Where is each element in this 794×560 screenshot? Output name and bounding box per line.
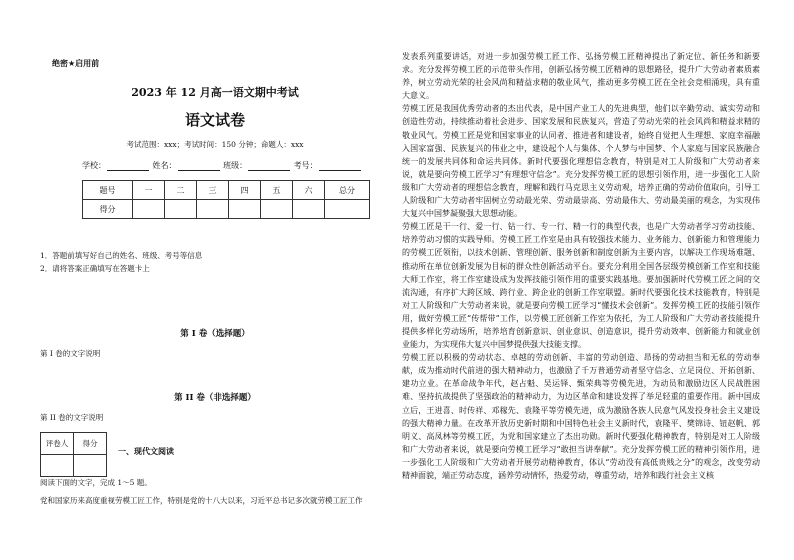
secret-mark: 绝密★启用前 — [52, 59, 100, 68]
score-header-cell: 五 — [261, 181, 293, 200]
score-cell — [261, 200, 293, 219]
score-cell — [229, 200, 261, 219]
section2-desc: 第 II 卷的文字说明 — [40, 413, 104, 422]
passage-paragraph: 发表系列重要讲话，对进一步加强劳模工匠工作、弘扬劳模工匠精神提出了新定位、新任务和新要求。充分发挥劳模工匠的示范带头作用，创新弘扬劳模工匠精神的思想路径，提升广大劳动者素质素养，树立劳动光荣的社会风尚和精益求精的敬业风气，推动更多劳模工匠在全社会竞相涌现，具有重大意义。 — [402, 52, 760, 101]
score-cell — [325, 200, 370, 219]
exam-title: 2023 年 12 月高一语文期中考试 — [131, 86, 299, 99]
score-row-label: 得分 — [83, 200, 133, 219]
grader-cell — [41, 455, 74, 477]
grader-label: 评卷人 — [41, 433, 74, 455]
score-table-header-row — [83, 181, 370, 200]
note-item: 2．请将答案正确填写在答题卡上 — [40, 264, 150, 273]
note-item: 1．答题前填写好自己的姓名、班级、考号等信息 — [40, 251, 203, 260]
score-cell — [293, 200, 325, 219]
section1-desc: 第 I 卷的文字说明 — [40, 349, 101, 358]
section2-title: 第 II 卷（非选择题） — [174, 393, 256, 403]
class-blank[interactable] — [248, 162, 290, 171]
score-header-cell: 题号 — [83, 181, 133, 200]
number-label: 考号： — [293, 161, 318, 170]
score-header-cell: 三 — [197, 181, 229, 200]
name-blank[interactable] — [178, 162, 220, 171]
score-header-cell: 二 — [165, 181, 197, 200]
exam-notes — [40, 249, 202, 275]
passage-paragraph: 劳模工匠以积极的劳动状态、卓越的劳动创新、丰富的劳动创造、昂扬的劳动担当和无私的劳动奉献，成为推动时代前进的强大精神动力，也激励了千万普通劳动者坚守信念、立足岗位、开拓创新、建功立业。在革命战争年代，赵占魁、吴运铎、甄荣典等劳模先进，为动员和激励边区人民战胜困难、坚持抗战提供了坚强政治的精神动力，为边区革命和建设发挥了举足轻重的重要作用。新中国成立后，王进喜、时传祥、邓稼先、袁隆平等劳模先进，成为激励各族人民意气风发投身社会主义建设的强大精神力量。在改革开放历史新时期和中国特色社会主义新时代，袁隆平、樊锦诗、钮赵帆、郭明义、高凤林等劳模工匠，为党和国家建立了杰出功勋。新时代要强化精神教育，特别是对工人阶级和广大劳动者来说，就是要向劳模工匠学习“敢担当讲奉献”。充分发挥劳模工匠的精神引领作用，进一步强化工人阶级和广大劳动者开展劳动精神教育，体认“劳动没有高低贵贱之分”的观念，改变劳动精神面貌，端正劳动态度，涵养劳动情怀，热爱劳动，尊重劳动，培养和践行社会主义核 — [402, 353, 760, 480]
class-label: 班级： — [223, 161, 248, 170]
section1-title: 第 I 卷（选择题） — [180, 329, 250, 339]
score-cell — [197, 200, 229, 219]
paper-title: 语文试卷 — [184, 111, 245, 129]
grader-score-label: 得分 — [74, 433, 107, 455]
score-table — [82, 180, 370, 219]
grader-table — [40, 432, 107, 477]
score-header-cell: 四 — [229, 181, 261, 200]
school-blank[interactable] — [107, 162, 149, 171]
reading-passage-start: 党和国家历来高度重视劳模工匠工作，特别是党的十八大以来，习近平总书记多次就劳模工匠工作 — [40, 496, 363, 505]
score-header-cell: 六 — [293, 181, 325, 200]
reading-passage-continued — [402, 50, 760, 482]
passage-paragraph: 劳模工匠是我国优秀劳动者的杰出代表，是中国产业工人的先进典型，他们以辛勤劳动、诚实劳动和创造性劳动，持续推动着社会进步、国家发展和民族复兴，营造了劳动光荣的社会风尚和精益求精的敬业风气。劳模工匠是党和国家事业的认同者、推进者和建设者，始终自觉把人生理想、家庭幸福融入国家富强、民族复兴的伟业之中，建设起个人与集体、个人梦与中国梦、个人家庭与国家民族融合统一的发展共同体和命运共同体。新时代要强化理想信念教育，特别是对工人阶级和广大劳动者来说，就是要向劳模工匠学习“有理想守信念”。充分发挥劳模工匠的思想引领作用，进一步强化工人阶级和广大劳动者的理想信念教育，理解和践行马克思主义劳动观，培养正确的劳动价值取向，引导工人阶级和广大劳动者牢固树立劳动最光荣、劳动最崇高、劳动最伟大、劳动最美丽的观念，为实现伟大复兴中国梦凝聚强大思想动能。 — [402, 104, 760, 219]
score-cell — [133, 200, 165, 219]
number-blank[interactable] — [319, 162, 361, 171]
score-header-cell: 总分 — [325, 181, 370, 200]
grader-score-cell — [74, 455, 107, 477]
score-header-cell: 一 — [133, 181, 165, 200]
reading-section-heading: 一、现代文阅读 — [118, 446, 174, 456]
school-label: 学校： — [82, 161, 106, 170]
score-table-score-row — [83, 200, 370, 219]
student-fields — [82, 160, 362, 171]
exam-info: 考试范围：xxx；考试时间：150 分钟；命题人：xxx — [126, 140, 304, 149]
passage-paragraph: 劳模工匠是干一行、爱一行、钻一行、专一行、精一行的典型代表，也是广大劳动者学习劳动技能、培养劳动习惯的实践导师。劳模工匠工作室是由具有较强技术能力、业务能力、创新能力和管理能力的劳模工匠领衔，以技术创新、管理创新、服务创新和制度创新为主要内容，以解决工作现场难题、推动所在单位创新发展为目标的群众性创新活动平台。要充分利用全国各层级劳模创新工作室和技能大师工作室，将工作室建设成为发挥技能引领作用的重要实践基地。要加强新时代劳模工匠之间的交流沟通，有序扩大跨区域、跨行业、跨企业的创新工作室联盟。新时代要强化技术技能教育，特别是对工人阶级和广大劳动者来说，就是要向劳模工匠学习“懂技术会创新”。发挥劳模工匠的技能引领作用，做好劳模工匠“传帮带”工作，以劳模工匠创新工作室为依托，为工人阶级和广大劳动者技能提升提供多样化劳动场所，培养培育创新意识、创业意识、创造意识，提升劳动效率、创新能力和就业创业能力，为实现伟大复兴中国梦提供强大技能支撑。 — [402, 222, 760, 350]
reading-instruction: 阅读下面的文字，完成 1～5 题。 — [40, 478, 152, 487]
name-label: 姓名： — [152, 161, 177, 170]
score-cell — [165, 200, 197, 219]
